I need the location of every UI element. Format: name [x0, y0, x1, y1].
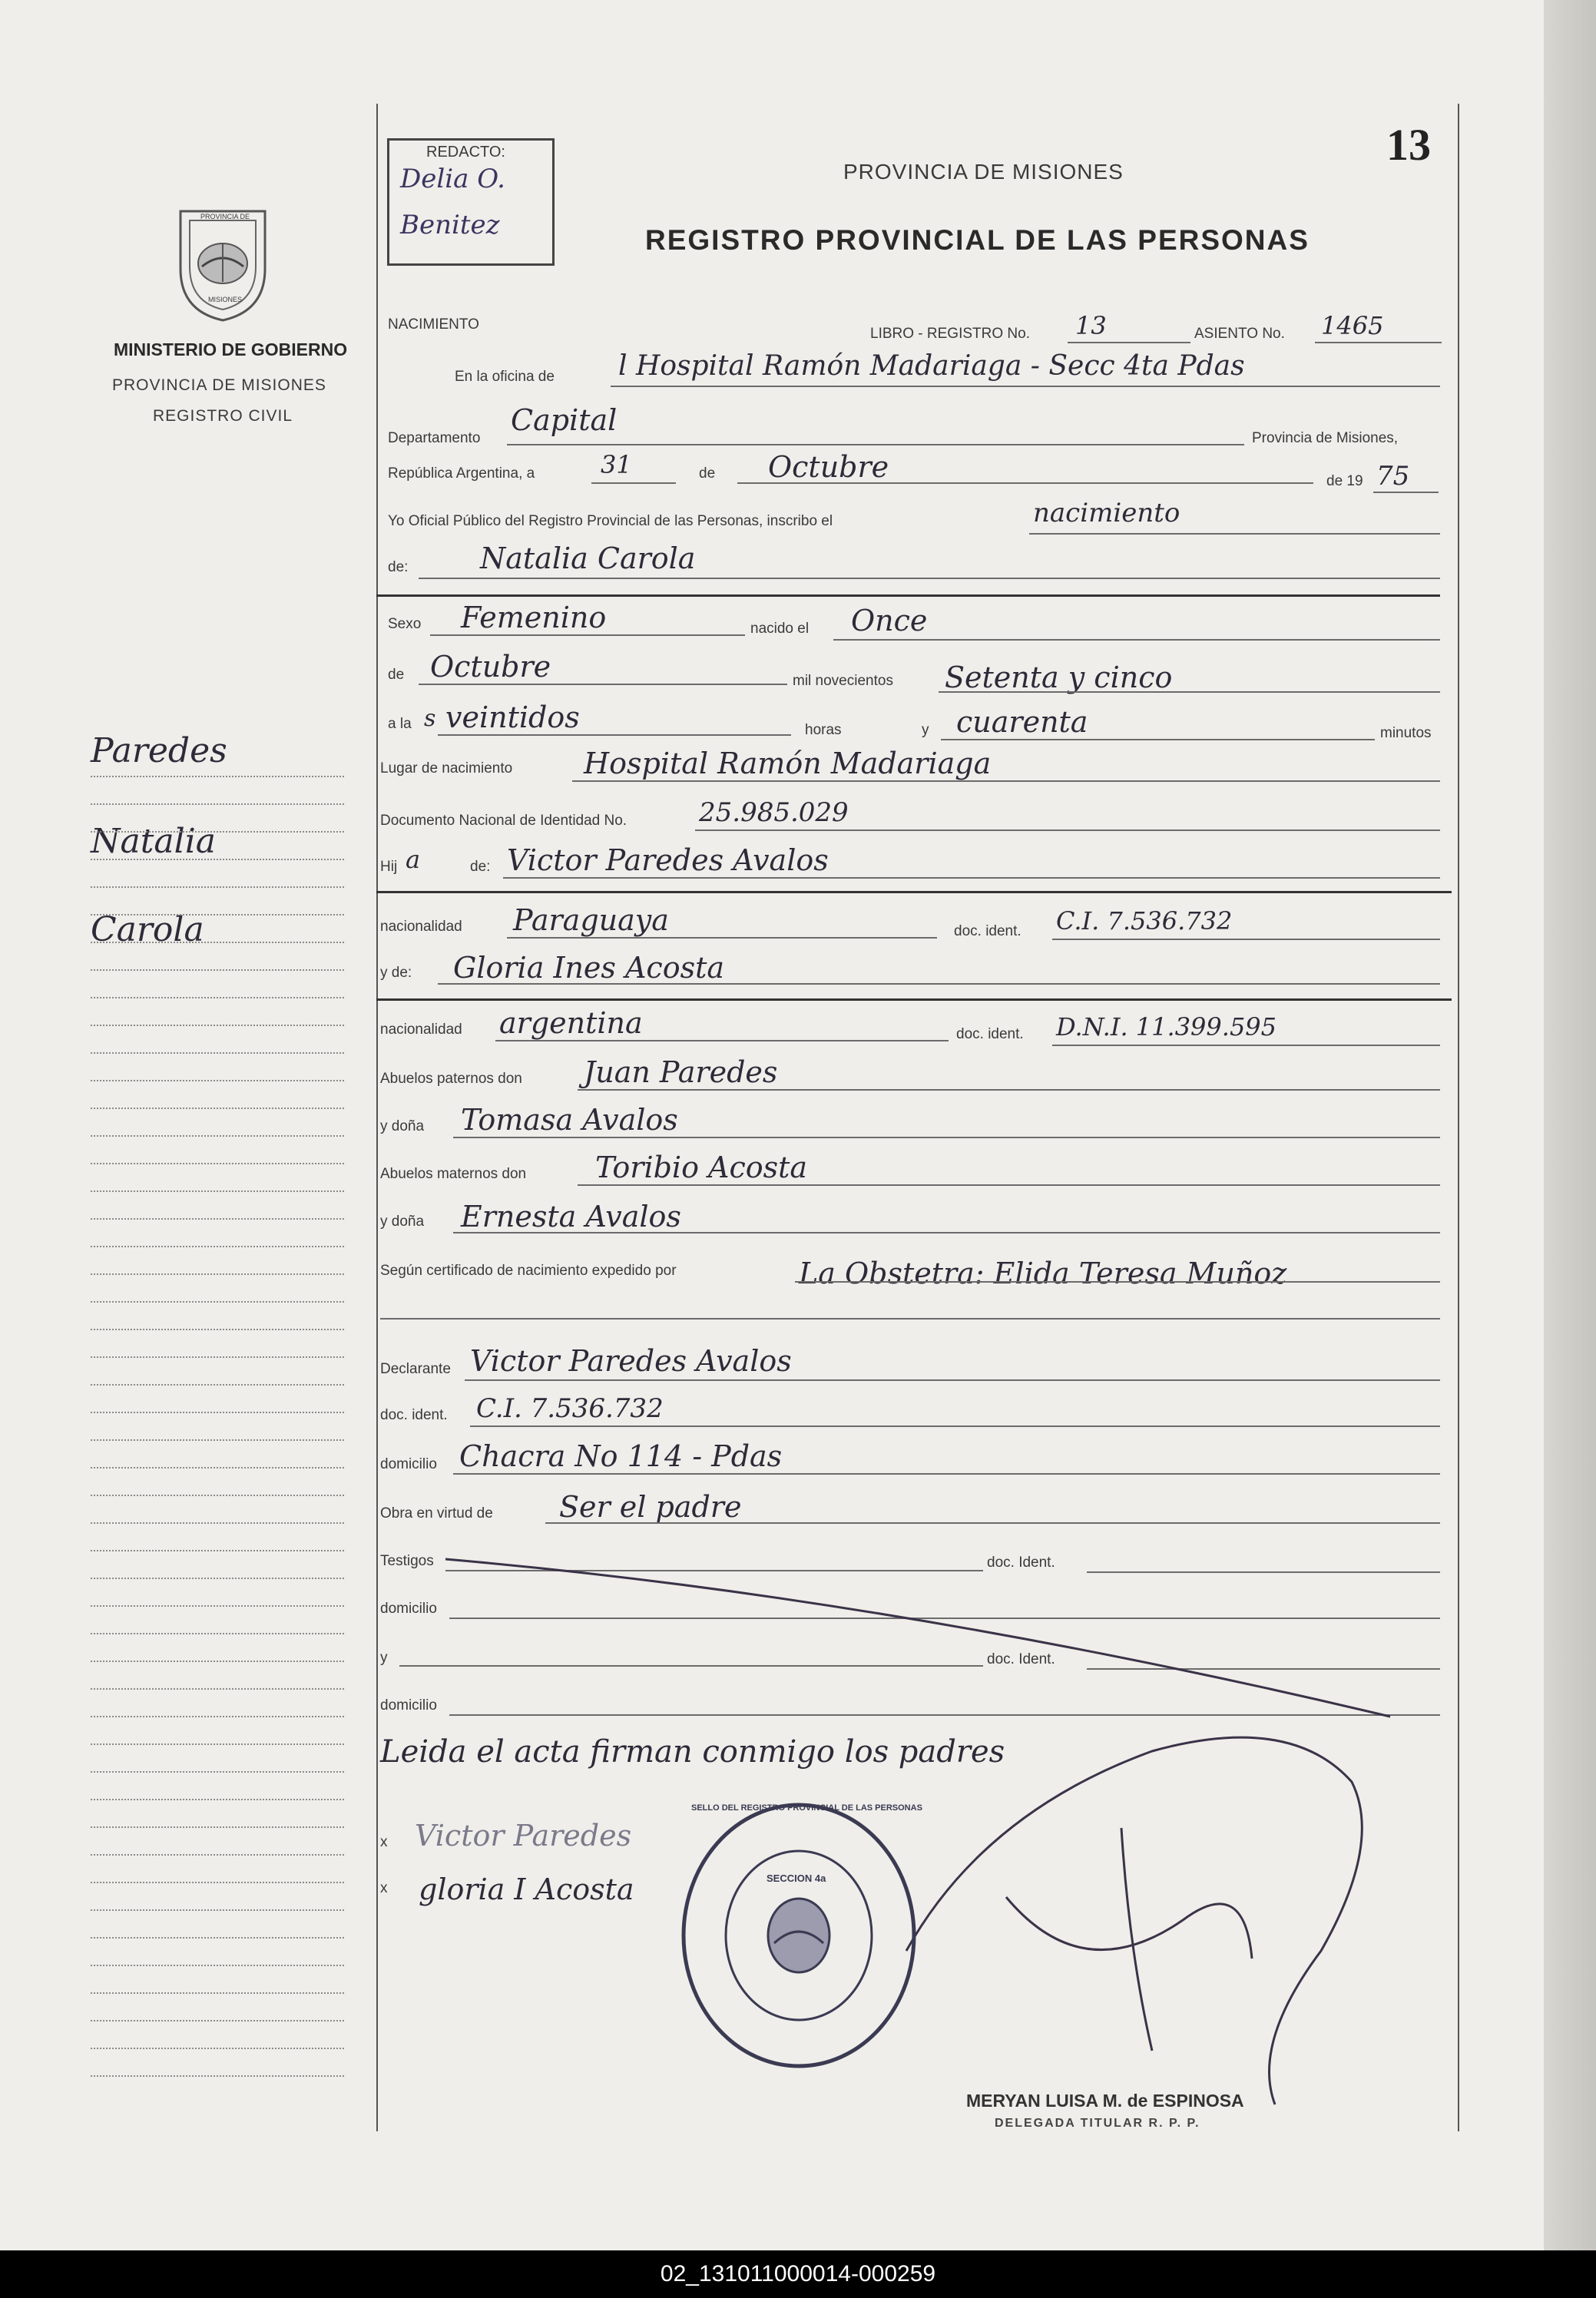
- margin-dotted-line: [91, 2020, 344, 2022]
- madre-value: Gloria Ines Acosta: [453, 951, 725, 985]
- minutos-label: minutos: [1380, 725, 1432, 741]
- mes-value: Octubre: [768, 450, 889, 484]
- margin-dotted-line: [91, 1605, 344, 1607]
- margin-dotted-line: [91, 1937, 344, 1939]
- footer-id: 02_131011000014-000259: [0, 2250, 1596, 2298]
- hija-de-label: de:: [470, 859, 491, 875]
- documento-line: [695, 829, 1440, 831]
- y-label: y: [922, 722, 929, 738]
- margin-name-3: Carola: [91, 910, 204, 949]
- firma-madre: gloria I Acosta: [419, 1873, 634, 1906]
- anio-value: 75: [1376, 461, 1410, 492]
- nacido-line: [833, 639, 1440, 641]
- abuelo-mat-value: Toribio Acosta: [595, 1151, 808, 1184]
- minutos-value: cuarenta: [956, 705, 1088, 739]
- margin-dotted-line: [91, 803, 344, 805]
- seal-top-text: PROVINCIA DE: [200, 213, 250, 220]
- margin-dotted-line: [91, 831, 344, 833]
- nacionalidad-padre-label: nacionalidad: [380, 919, 462, 935]
- province-seal: [173, 196, 273, 323]
- leida-value: Leida el acta firman conmigo los padres: [380, 1734, 1005, 1770]
- margin-dotted-line: [91, 2075, 344, 2077]
- margin-dotted-line: [91, 1218, 344, 1220]
- margin-dotted-line: [91, 1633, 344, 1634]
- hija-label: Hij: [380, 859, 398, 875]
- margin-dotted-line: [91, 997, 344, 998]
- doc-declarante-value: C.I. 7.536.732: [476, 1393, 664, 1424]
- anio-nac-value: Setenta y cinco: [945, 661, 1173, 694]
- nacido-label: nacido el: [750, 621, 810, 637]
- certificado-line-2: [380, 1318, 1440, 1320]
- official-name: MERYAN LUISA M. de ESPINOSA: [966, 2091, 1244, 2111]
- redacto-name-line1: Delia O.: [400, 164, 505, 194]
- y-dona-mat-label: y doña: [380, 1214, 425, 1230]
- dia-line: [591, 482, 676, 484]
- margin-dotted-line: [91, 1522, 344, 1524]
- declarante-value: Victor Paredes Avalos: [470, 1344, 792, 1378]
- margin-dotted-line: [91, 1578, 344, 1579]
- libro-line: [1068, 342, 1190, 343]
- margin-dotted-line: [91, 1909, 344, 1911]
- horas-value: veintidos: [445, 700, 580, 734]
- mil-label: mil novecientos: [793, 673, 893, 689]
- abuelos-mat-label: Abuelos maternos don: [380, 1166, 527, 1182]
- margin-name-1: Paredes: [91, 731, 227, 770]
- left-province-label: PROVINCIA DE MISIONES: [112, 376, 326, 394]
- redacto-name-line2: Benitez: [400, 210, 500, 240]
- padre-line: [503, 877, 1440, 879]
- declarante-label: Declarante: [380, 1361, 451, 1377]
- margin-dotted-line: [91, 1412, 344, 1413]
- margin-dotted-line: [91, 1495, 344, 1496]
- libro-label: LIBRO - REGISTRO No.: [870, 326, 1030, 342]
- redacto-box: [387, 138, 555, 266]
- yo-oficial-text: Yo Oficial Público del Registro Provincial de las Personas, inscribo el: [388, 513, 833, 529]
- margin-dotted-line: [91, 1108, 344, 1109]
- minutos-line: [941, 739, 1375, 740]
- domicilio-testigo2-label: domicilio: [380, 1697, 437, 1714]
- margin-dotted-line: [91, 1052, 344, 1054]
- padre-value: Victor Paredes Avalos: [507, 843, 829, 877]
- margin-dotted-line: [91, 1826, 344, 1828]
- margin-dotted-line: [91, 1384, 344, 1386]
- header-province: PROVINCIA DE MISIONES: [843, 160, 1124, 184]
- lugar-label: Lugar de nacimiento: [380, 760, 513, 776]
- margin-dotted-line: [91, 942, 344, 943]
- testigos-label: Testigos: [380, 1553, 434, 1569]
- departamento-value: Capital: [511, 403, 618, 437]
- anio-prefix: de 19: [1326, 473, 1363, 489]
- sexo-label: Sexo: [388, 616, 422, 632]
- sexo-line: [430, 634, 745, 636]
- doc-ident-testigo1-label: doc. Ident.: [987, 1555, 1055, 1571]
- declarante-line: [465, 1379, 1440, 1381]
- certificado-line: [795, 1281, 1440, 1283]
- sexo-value: Femenino: [461, 601, 607, 634]
- margin-dotted-line: [91, 1356, 344, 1358]
- a-las-suffix: s: [424, 705, 436, 732]
- margin-dotted-line: [91, 1301, 344, 1303]
- stamp-inner-text: SECCION 4a: [767, 1873, 826, 1884]
- left-office-label: REGISTRO CIVIL: [153, 407, 293, 425]
- departamento-line: [507, 444, 1244, 445]
- nac-padre-value: Paraguaya: [513, 903, 669, 937]
- margin-name-2: Natalia: [91, 822, 217, 861]
- lugar-value: Hospital Ramón Madariaga: [584, 747, 992, 780]
- firma-padre: Victor Paredes: [415, 1819, 632, 1853]
- stamp-outer-text: SELLO DEL REGISTRO PROVINCIAL DE LAS PERSONAS: [691, 1803, 922, 1813]
- oficina-label: En la oficina de: [455, 369, 555, 385]
- doc-declarante-line: [470, 1425, 1440, 1427]
- official-signature: [891, 1720, 1382, 2120]
- abuelo-pat-value: Juan Paredes: [584, 1055, 778, 1089]
- doc-padre-value: C.I. 7.536.732: [1056, 906, 1233, 935]
- official-title: DELEGADA TITULAR R. P. P.: [995, 2117, 1200, 2130]
- de-name-label: de:: [388, 559, 409, 575]
- asiento-label: ASIENTO No.: [1194, 326, 1285, 342]
- abuela-mat-value: Ernesta Avalos: [461, 1200, 681, 1233]
- oficina-value: l Hospital Ramón Madariaga - Secc 4ta Pdas: [618, 350, 1245, 382]
- margin-dotted-line: [91, 1743, 344, 1745]
- departamento-label: Departamento: [388, 430, 481, 446]
- nac-padre-line: [507, 937, 937, 939]
- doc-madre-line: [1052, 1045, 1440, 1046]
- margin-dotted-line: [91, 1439, 344, 1441]
- nacido-value: Once: [851, 604, 928, 637]
- firma-x-2: x: [380, 1880, 388, 1896]
- domicilio-label: domicilio: [380, 1456, 437, 1472]
- nac-madre-value: argentina: [499, 1006, 643, 1040]
- doc-padre-line: [1052, 939, 1440, 940]
- anio-nac-line: [939, 691, 1440, 693]
- nombre-rule: [376, 594, 1440, 597]
- abuela-mat-line: [453, 1232, 1440, 1233]
- header-registry: REGISTRO PROVINCIAL DE LAS PERSONAS: [645, 224, 1310, 256]
- madre-line: [438, 983, 1440, 985]
- margin-dotted-line: [91, 1190, 344, 1192]
- abuela-pat-value: Tomasa Avalos: [461, 1103, 678, 1137]
- oficina-line: [611, 386, 1440, 387]
- nac-madre-line: [495, 1040, 949, 1041]
- margin-dotted-line: [91, 1992, 344, 1994]
- dia-value: 31: [601, 450, 632, 479]
- margin-dotted-line: [91, 1661, 344, 1662]
- form-right-border: [1458, 104, 1459, 2131]
- firma-x-1: x: [380, 1834, 388, 1850]
- margin-dotted-line: [91, 1799, 344, 1800]
- margin-dotted-line: [91, 776, 344, 777]
- margin-dotted-line: [91, 1467, 344, 1469]
- doc-ident-testigo2-label: doc. Ident.: [987, 1651, 1055, 1667]
- abuela-pat-line: [453, 1137, 1440, 1138]
- doc-ident-madre-label: doc. ident.: [956, 1026, 1024, 1042]
- provincia-suffix: Provincia de Misiones,: [1252, 430, 1399, 446]
- margin-dotted-line: [91, 1329, 344, 1330]
- form-left-border: [376, 104, 378, 2131]
- domicilio-value: Chacra No 114 - Pdas: [459, 1439, 783, 1473]
- margin-dotted-line: [91, 969, 344, 971]
- abuelo-mat-line: [578, 1184, 1440, 1186]
- abuelo-pat-line: [578, 1089, 1440, 1091]
- y-dona-pat-label: y doña: [380, 1118, 425, 1134]
- margin-dotted-line: [91, 1688, 344, 1690]
- y2-label: y: [380, 1650, 388, 1666]
- nombre-value: Natalia Carola: [480, 541, 696, 575]
- margin-dotted-line: [91, 1246, 344, 1247]
- obra-line: [545, 1522, 1440, 1524]
- republica-label: República Argentina, a: [388, 465, 535, 482]
- hija-suffix: a: [406, 845, 421, 874]
- padre-rule: [376, 891, 1452, 893]
- de2-label: de: [388, 667, 405, 683]
- domicilio-line: [453, 1473, 1440, 1475]
- margin-dotted-line: [91, 1025, 344, 1026]
- margin-dotted-line: [91, 1135, 344, 1137]
- testigos-crossout: [430, 1551, 1444, 1728]
- doc-ident-declarante-label: doc. ident.: [380, 1407, 448, 1423]
- certificado-value: La Obstetra: Elida Teresa Muñoz: [799, 1257, 1287, 1290]
- horas-label: horas: [805, 722, 842, 738]
- lugar-line: [572, 780, 1440, 782]
- doc-madre-value: D.N.I. 11.399.595: [1056, 1012, 1277, 1041]
- doc-ident-padre-label: doc. ident.: [954, 923, 1022, 939]
- margin-dotted-line: [91, 1854, 344, 1856]
- documento-value: 25.985.029: [699, 797, 849, 828]
- margin-dotted-line: [91, 2048, 344, 2049]
- margin-dotted-line: [91, 1771, 344, 1773]
- madre-rule: [376, 998, 1452, 1001]
- mes-nac-value: Octubre: [430, 650, 551, 684]
- obra-label: Obra en virtud de: [380, 1505, 493, 1522]
- de-label: de: [699, 465, 716, 482]
- nacionalidad-madre-label: nacionalidad: [380, 1022, 462, 1038]
- page-edge: [1544, 0, 1596, 2250]
- mes-line: [737, 482, 1313, 484]
- documento-label: Documento Nacional de Identidad No.: [380, 813, 627, 829]
- yo-oficial-value: nacimiento: [1033, 498, 1180, 528]
- y-de-label: y de:: [380, 965, 412, 981]
- anio-line: [1373, 492, 1439, 493]
- asiento-line: [1315, 342, 1442, 343]
- margin-dotted-line: [91, 1550, 344, 1551]
- margin-dotted-line: [91, 1163, 344, 1164]
- horas-line: [438, 734, 791, 736]
- ministry-label: MINISTERIO DE GOBIERNO: [114, 339, 348, 359]
- mes-nac-line: [419, 684, 787, 685]
- a-las-label: a la: [388, 716, 412, 732]
- margin-dotted-line: [91, 914, 344, 916]
- margin-dotted-line: [91, 1882, 344, 1883]
- margin-dotted-line: [91, 859, 344, 860]
- seal-bottom-text: MISIONES: [208, 296, 243, 303]
- margin-dotted-line: [91, 1080, 344, 1081]
- registry-stamp: [676, 1797, 922, 2074]
- libro-value: 13: [1075, 311, 1107, 340]
- margin-dotted-line: [91, 886, 344, 888]
- obra-value: Ser el padre: [559, 1490, 742, 1524]
- asiento-value: 1465: [1321, 311, 1384, 340]
- page-number: 13: [1386, 120, 1431, 170]
- margin-dotted-line: [91, 1716, 344, 1717]
- margin-dotted-line: [91, 1965, 344, 1966]
- redacto-label: REDACTO:: [426, 144, 505, 161]
- certificado-label: Según certificado de nacimiento expedido por: [380, 1263, 677, 1279]
- nacimiento-label: NACIMIENTO: [388, 316, 479, 333]
- yo-oficial-line: [1029, 533, 1440, 535]
- margin-dotted-line: [91, 1273, 344, 1275]
- registry-stamp-icon: [676, 1797, 922, 2074]
- nombre-line: [419, 578, 1440, 579]
- abuelos-pat-label: Abuelos paternos don: [380, 1071, 522, 1087]
- domicilio-testigo1-label: domicilio: [380, 1601, 437, 1617]
